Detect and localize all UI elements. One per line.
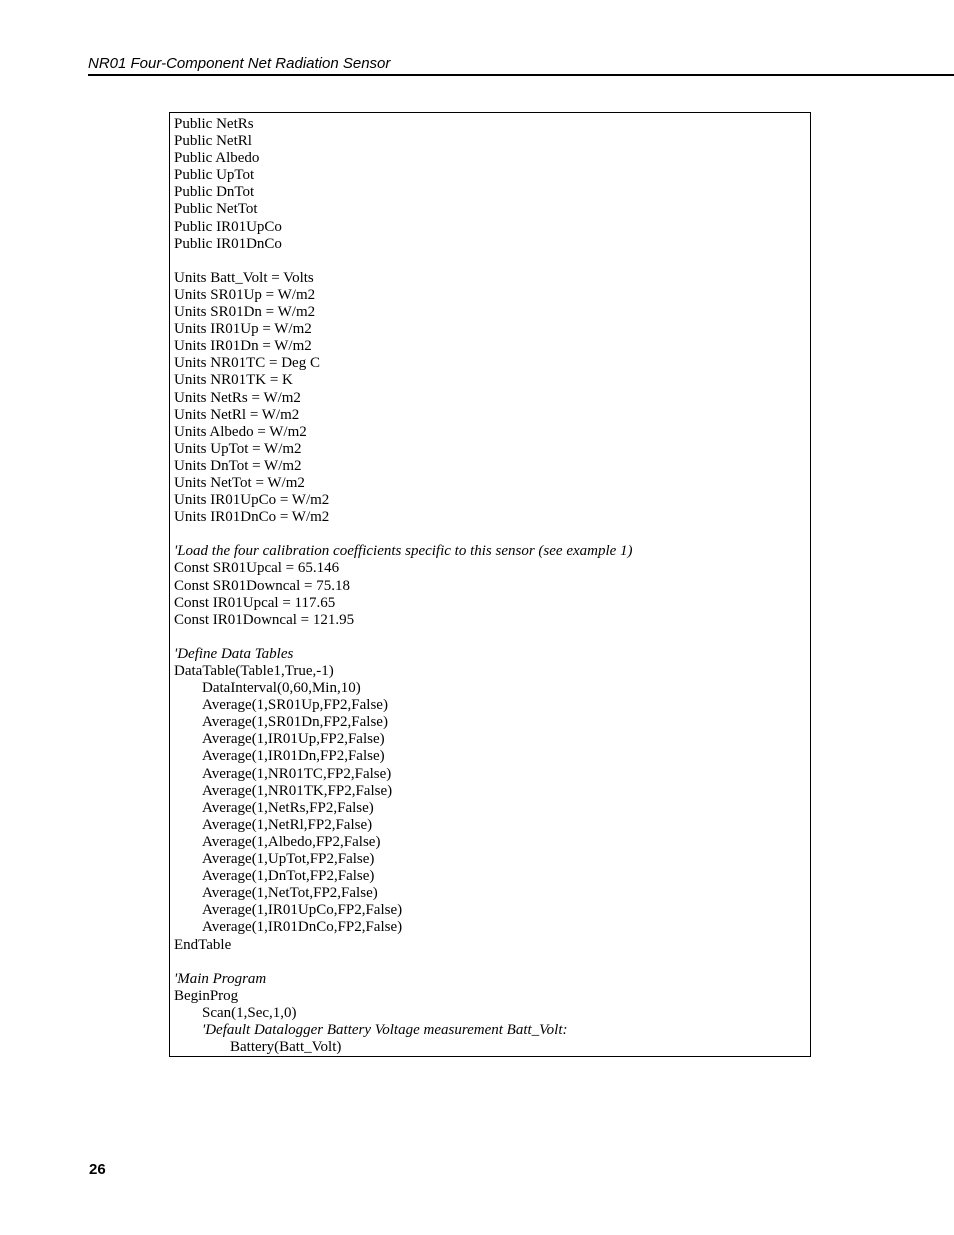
code-line: Units IR01DnCo = W/m2 xyxy=(174,509,330,526)
header-rule xyxy=(88,74,954,76)
code-line: Public DnTot xyxy=(174,184,255,201)
code-line: Average(1,NetRs,FP2,False) xyxy=(202,799,374,816)
code-comment-line: 'Main Program xyxy=(174,970,267,987)
code-line: Units SR01Up = W/m2 xyxy=(174,286,316,303)
code-comment-line: 'Default Datalogger Battery Voltage measurement Batt_Volt: xyxy=(202,1021,568,1038)
code-line: Const IR01Upcal = 117.65 xyxy=(174,594,336,611)
code-line: Units NR01TK = K xyxy=(174,372,293,389)
code-line: Units SR01Dn = W/m2 xyxy=(174,304,316,321)
code-line: Units UpTot = W/m2 xyxy=(174,440,302,457)
code-line: Public NetTot xyxy=(174,201,258,218)
code-line: Units IR01UpCo = W/m2 xyxy=(174,492,330,509)
code-blank-line xyxy=(174,526,810,543)
code-line: Average(1,NR01TK,FP2,False) xyxy=(202,782,393,799)
code-line: Units IR01Up = W/m2 xyxy=(174,321,312,338)
code-listing-box xyxy=(169,112,811,1057)
code-blank-line xyxy=(174,253,810,270)
code-line: Average(1,Albedo,FP2,False) xyxy=(202,833,381,850)
code-line: Units DnTot = W/m2 xyxy=(174,457,302,474)
code-line: Units Batt_Volt = Volts xyxy=(174,269,314,286)
code-line: Public Albedo xyxy=(174,150,260,167)
code-line: Battery(Batt_Volt) xyxy=(230,1039,342,1056)
code-line: BeginProg xyxy=(174,987,239,1004)
code-line: Average(1,DnTot,FP2,False) xyxy=(202,868,375,885)
code-line: Average(1,IR01UpCo,FP2,False) xyxy=(202,902,403,919)
code-line: Average(1,IR01Dn,FP2,False) xyxy=(202,748,385,765)
code-line: Units IR01Dn = W/m2 xyxy=(174,338,312,355)
code-line: Average(1,NR01TC,FP2,False) xyxy=(202,765,392,782)
code-line: Units NetTot = W/m2 xyxy=(174,474,305,491)
code-line: Units NetRl = W/m2 xyxy=(174,406,300,423)
code-line: Units Albedo = W/m2 xyxy=(174,423,307,440)
code-line: DataInterval(0,60,Min,10) xyxy=(202,680,361,697)
code-line: DataTable(Table1,True,-1) xyxy=(174,663,334,679)
code-line: Const SR01Downcal = 75.18 xyxy=(174,577,350,594)
code-line: Units NR01TC = Deg C xyxy=(174,355,320,372)
code-line: Average(1,SR01Dn,FP2,False) xyxy=(202,714,388,731)
code-line: Average(1,IR01Up,FP2,False) xyxy=(202,731,385,748)
code-comment-line: 'Load the four calibration coefficients specific to this sensor (see example 1) xyxy=(174,543,633,560)
code-line: Average(1,SR01Up,FP2,False) xyxy=(202,697,388,714)
code-line: Public NetRs xyxy=(174,116,254,132)
code-line: Const SR01Upcal = 65.146 xyxy=(174,560,340,577)
code-line: Public UpTot xyxy=(174,167,255,184)
code-line: EndTable xyxy=(174,936,232,953)
running-header: NR01 Four-Component Net Radiation Sensor xyxy=(88,55,391,72)
code-blank-line xyxy=(174,954,810,971)
code-comment-line: 'Define Data Tables xyxy=(174,645,294,662)
code-line: Public IR01UpCo xyxy=(174,218,282,235)
code-line: Units NetRs = W/m2 xyxy=(174,389,301,406)
code-line: Average(1,NetRl,FP2,False) xyxy=(202,816,373,833)
code-line: Average(1,UpTot,FP2,False) xyxy=(202,851,375,868)
code-line: Const IR01Downcal = 121.95 xyxy=(174,611,355,628)
code-line: Scan(1,Sec,1,0) xyxy=(202,1004,297,1021)
code-line: Average(1,NetTot,FP2,False) xyxy=(202,885,378,902)
code-blank-line xyxy=(174,629,810,646)
code-line: Public NetRl xyxy=(174,133,252,150)
page-number: 26 xyxy=(89,1161,106,1178)
code-line: Average(1,IR01DnCo,FP2,False) xyxy=(202,919,403,936)
code-line: Public IR01DnCo xyxy=(174,235,282,252)
